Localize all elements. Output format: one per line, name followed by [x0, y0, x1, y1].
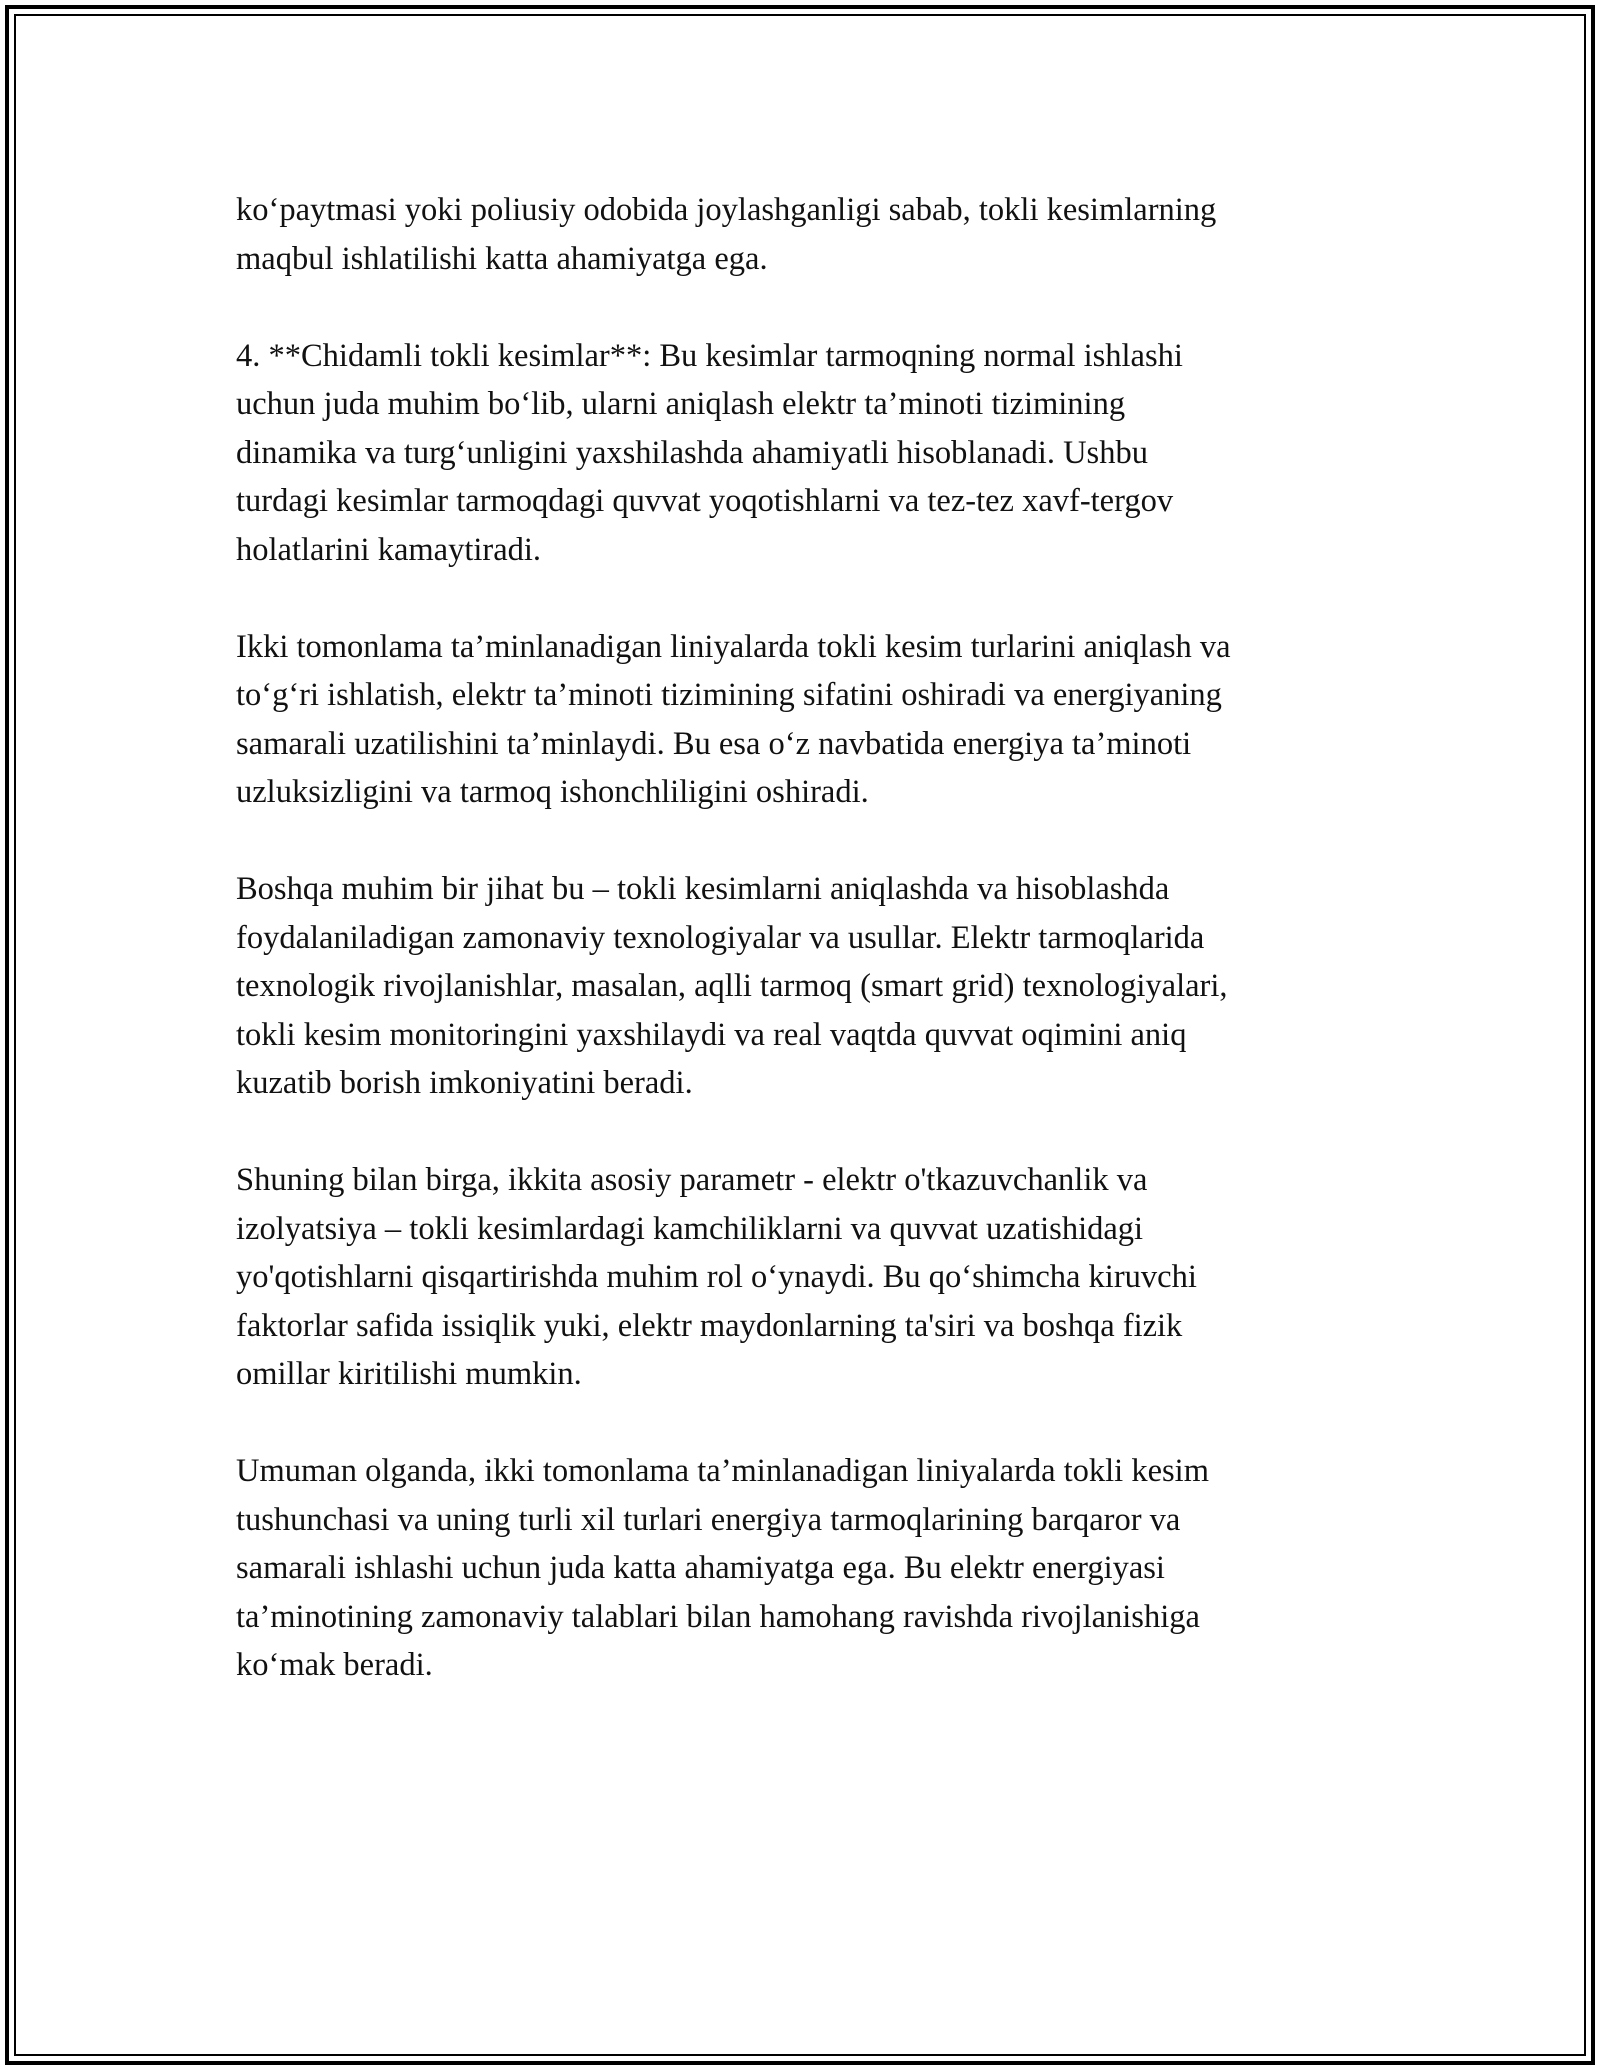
- paragraph-4: Boshqa muhim bir jihat bu – tokli kesimlarni aniqlashda va hisoblashda foydalaniladigan zamonaviy texnologiyalar va usullar. Elektr tarmoqlarida texnologik rivojlanishlar, masalan, aqlli tarmoq (smart grid) texnologiyalari, tokli kesim monitoringini yaxshilaydi va real vaqtda quvvat oqimini aniq kuzatib borish imkoniyatini beradi.: [236, 871, 1228, 1101]
- paragraph-5: Shuning bilan birga, ikkita asosiy parametr - elektr o'tkazuvchanlik va izolyatsiya – tokli kesimlardagi kamchiliklarni va quvvat uzatishidagi yo'qotishlarni qisqartirishda muhim rol o‘ynaydi. Bu qo‘shimcha kiruvchi faktorlar safida issiqlik yuki, elektr maydonlarning ta'siri va boshqa fizik omillar kiritilishi mumkin.: [236, 1162, 1197, 1392]
- paragraph-2: 4. **Chidamli tokli kesimlar**: Bu kesimlar tarmoqning normal ishlashi uchun juda muhim bo‘lib, ularni aniqlash elektr ta’minoti tizimining dinamika va turg‘unligini yaxshilashda ahamiyatli hisoblanadi. Ushbu turdagi kesimlar tarmoqdagi quvvat yoqotishlarni va tez-tez xavf-tergov holatlarini kamaytiradi.: [236, 337, 1183, 568]
- paragraph-6: Umuman olganda, ikki tomonlama ta’minlanadigan liniyalarda tokli kesim tushunchasi va uning turli xil turlari energiya tarmoqlarining barqaror va samarali ishlashi uchun juda katta ahamiyatga ega. Bu elektr energiyasi ta’minotining zamonaviy talablari bilan hamohang ravishda rivojlanishiga ko‘mak beradi.: [236, 1453, 1209, 1683]
- document-body: [236, 186, 1366, 1738]
- paragraph-1: ko‘paytmasi yoki poliusiy odobida joylashganligi sabab, tokli kesimlarning maqbul ishlatilishi katta ahamiyatga ega.: [236, 192, 1217, 277]
- paragraph-3: Ikki tomonlama ta’minlanadigan liniyalarda tokli kesim turlarini aniqlash va to‘g‘ri ishlatish, elektr ta’minoti tizimining sifatini oshiradi va energiyaning samarali uzatilishini ta’minlaydi. Bu esa o‘z navbatida energiya ta’minoti uzluksizligini va tarmoq ishonchliligini oshiradi.: [236, 628, 1231, 810]
